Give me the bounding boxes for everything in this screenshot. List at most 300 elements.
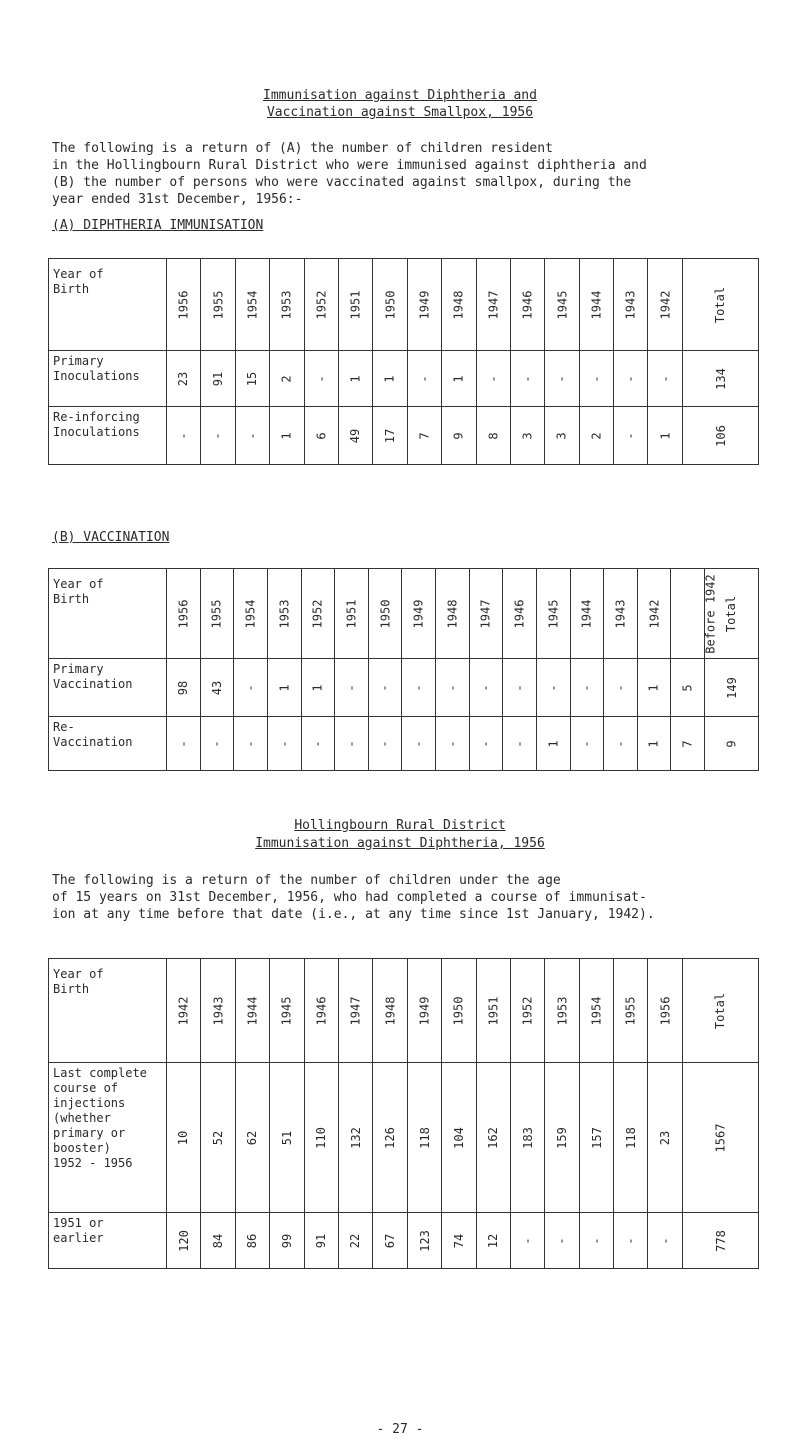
table-cell <box>402 659 436 717</box>
year-header-cell <box>338 959 372 1063</box>
year-header-cell <box>270 259 304 351</box>
year-header-cell <box>304 259 338 351</box>
cell-value: 5 <box>680 683 695 692</box>
year-header-cell <box>570 569 604 659</box>
table-cell <box>407 407 441 465</box>
table-cell <box>637 717 671 771</box>
table-cell <box>200 659 234 717</box>
cell-value: - <box>478 739 493 748</box>
table-cell <box>614 1213 648 1269</box>
table-cell <box>338 407 372 465</box>
year-header-cell <box>335 569 369 659</box>
table-cell <box>570 717 604 771</box>
intro2-paragraph <box>52 872 752 923</box>
cell-value: 62 <box>245 1130 260 1145</box>
year-header-cell <box>167 569 201 659</box>
cell-value: 120 <box>176 1229 191 1252</box>
table-cell <box>368 659 402 717</box>
year-header-cell <box>476 259 510 351</box>
year-of-birth-label <box>49 959 167 1063</box>
table-row <box>49 407 759 465</box>
intro-line: The following is a return of (A) the number of children resident <box>52 141 553 156</box>
page-subtitle: Vaccination against Smallpox, 1956 <box>266 105 534 120</box>
cell-value: 86 <box>245 1233 260 1248</box>
year-header: 1947 <box>348 996 363 1025</box>
year-header: 1955 <box>211 290 226 319</box>
table-cell <box>536 659 570 717</box>
table-cell <box>442 407 476 465</box>
year-header-cell <box>234 569 268 659</box>
year-header-cell <box>442 959 476 1063</box>
year-header-cell <box>614 959 648 1063</box>
cell-value: - <box>613 683 628 692</box>
table-cell <box>579 407 613 465</box>
cell-value: - <box>579 739 594 748</box>
cell-value: 6 <box>314 431 329 440</box>
cell-value: - <box>445 683 460 692</box>
year-header-cell <box>442 259 476 351</box>
cell-value: - <box>486 374 501 383</box>
table-cell <box>304 407 338 465</box>
year-header-cell <box>637 569 671 659</box>
cell-value: - <box>176 431 191 440</box>
table-cell <box>167 407 201 465</box>
cell-value: 91 <box>314 1233 329 1248</box>
year-header: 1952 <box>520 996 535 1025</box>
row-label-line: 1952 - 1956 <box>53 1156 133 1170</box>
cell-value: - <box>589 374 604 383</box>
header-row <box>49 259 759 351</box>
year-header: 1956 <box>176 599 191 628</box>
cell-value: - <box>378 739 393 748</box>
year-header-cell <box>267 569 301 659</box>
year-header-cell <box>671 569 719 659</box>
year-header: 1943 <box>211 996 226 1025</box>
table-cell <box>304 1213 338 1269</box>
table-cell <box>304 1063 338 1213</box>
vaccination-table <box>48 568 759 771</box>
intro-line: year ended 31st December, 1956:- <box>52 192 303 207</box>
intro2-line: of 15 years on 31st December, 1956, who had completed a course of immunisat- <box>52 890 647 905</box>
table-cell <box>167 1063 201 1213</box>
year-header-cell <box>167 259 201 351</box>
cell-value: 149 <box>724 676 739 699</box>
year-header: 1950 <box>451 996 466 1025</box>
cell-value: 49 <box>348 428 363 443</box>
cell-value: - <box>243 683 258 692</box>
year-header: 1952 <box>314 290 329 319</box>
year-header-cell <box>436 569 470 659</box>
year-header: 1950 <box>383 290 398 319</box>
year-header: 1946 <box>520 290 535 319</box>
table-cell <box>335 717 369 771</box>
year-header-cell <box>536 569 570 659</box>
table-row <box>49 351 759 407</box>
year-header-cell <box>545 959 579 1063</box>
cell-value: 23 <box>658 1130 673 1145</box>
cell-value: 67 <box>383 1233 398 1248</box>
year-header: 1954 <box>243 599 258 628</box>
year-header: 1943 <box>623 290 638 319</box>
year-header: 1952 <box>310 599 325 628</box>
table-cell <box>648 1063 682 1213</box>
cell-value: 51 <box>279 1130 294 1145</box>
year-header-cell <box>510 959 544 1063</box>
table-row <box>49 1213 759 1269</box>
page-number: - 27 - <box>376 1422 424 1437</box>
cell-value: - <box>546 683 561 692</box>
year-header: 1951 <box>348 290 363 319</box>
year-header-cell <box>407 259 441 351</box>
cell-value: 1 <box>383 374 398 383</box>
year-of-birth-label-line: Year of <box>53 577 104 591</box>
table-cell <box>579 1213 613 1269</box>
year-header: 1956 <box>176 290 191 319</box>
cell-value: - <box>344 739 359 748</box>
table-cell <box>436 659 470 717</box>
table-cell <box>373 407 407 465</box>
year-header: 1948 <box>445 599 460 628</box>
table-cell <box>536 717 570 771</box>
year-header-cell <box>476 959 510 1063</box>
year-header: 1944 <box>589 290 604 319</box>
row-label-line: booster) <box>53 1141 111 1155</box>
year-header: 1956 <box>658 996 673 1025</box>
cell-value: - <box>277 739 292 748</box>
cell-value: - <box>310 739 325 748</box>
year-header: 1944 <box>245 996 260 1025</box>
table-cell <box>368 717 402 771</box>
cell-value: 1 <box>647 739 662 748</box>
diphtheria-immunisation-table <box>48 258 759 465</box>
table-cell <box>545 1063 579 1213</box>
table-cell <box>442 1213 476 1269</box>
table-cell <box>338 351 372 407</box>
table-cell <box>604 659 638 717</box>
row-label-line: 1951 or <box>53 1216 104 1230</box>
cell-value: 104 <box>451 1126 466 1149</box>
cell-value: - <box>445 739 460 748</box>
cell-value: 43 <box>209 680 224 695</box>
cell-value: 1567 <box>713 1123 728 1152</box>
year-of-birth-label-line: Year of <box>53 967 104 981</box>
row-label-line: injections <box>53 1096 126 1110</box>
cell-value: - <box>520 1236 535 1245</box>
table-cell <box>436 717 470 771</box>
year-header: 1945 <box>546 599 561 628</box>
cell-value: 8 <box>486 431 501 440</box>
year-header-cell <box>682 259 758 351</box>
cell-value: - <box>589 1236 604 1245</box>
table-cell <box>167 1213 201 1269</box>
cell-value: 1 <box>348 374 363 383</box>
row-label-line: Re- <box>53 720 75 734</box>
year-header-cell <box>235 259 269 351</box>
cell-value: 134 <box>713 367 728 390</box>
cell-value: 159 <box>554 1126 569 1149</box>
cell-value: - <box>411 683 426 692</box>
cell-value: - <box>344 683 359 692</box>
cell-value: 12 <box>486 1233 501 1248</box>
cell-value: 98 <box>176 680 191 695</box>
cell-value: - <box>658 1236 673 1245</box>
year-header: 1955 <box>209 599 224 628</box>
year-of-birth-label-line: Birth <box>53 282 90 296</box>
cell-value: 123 <box>417 1229 432 1252</box>
row-label-line: Re-inforcing <box>53 410 140 424</box>
year-header: 1943 <box>613 599 628 628</box>
cell-value: - <box>520 374 535 383</box>
cell-value: - <box>554 374 569 383</box>
cell-value: 3 <box>520 431 535 440</box>
year-header-cell <box>545 259 579 351</box>
table-cell <box>235 351 269 407</box>
table-cell <box>503 659 537 717</box>
table-cell <box>476 1063 510 1213</box>
cell-value: 126 <box>383 1126 398 1149</box>
year-header: 1947 <box>478 599 493 628</box>
table-cell <box>373 1063 407 1213</box>
table-cell <box>267 717 301 771</box>
year-header: 1946 <box>512 599 527 628</box>
cell-value: 84 <box>211 1233 226 1248</box>
table-cell <box>442 1063 476 1213</box>
row-label-line: course of <box>53 1081 119 1095</box>
cell-value: 157 <box>589 1126 604 1149</box>
cell-value: 118 <box>623 1126 638 1149</box>
year-header-cell <box>373 959 407 1063</box>
year-header: 1946 <box>314 996 329 1025</box>
table-cell <box>235 1213 269 1269</box>
cell-value: - <box>411 739 426 748</box>
table-cell <box>579 351 613 407</box>
table-cell <box>442 351 476 407</box>
header-row <box>49 569 759 659</box>
year-header: 1949 <box>417 996 432 1025</box>
table-cell <box>671 717 705 771</box>
cell-value: - <box>579 683 594 692</box>
year-header: 1944 <box>579 599 594 628</box>
row-label <box>49 1063 167 1213</box>
table-cell <box>407 351 441 407</box>
table-cell <box>201 351 235 407</box>
year-header-cell <box>373 259 407 351</box>
year-header: Before 1942 <box>704 573 719 654</box>
year-header-cell <box>270 959 304 1063</box>
year-header: 1953 <box>554 996 569 1025</box>
cell-value: - <box>623 431 638 440</box>
table-cell <box>234 717 268 771</box>
cell-value: - <box>243 739 258 748</box>
cell-value: 1 <box>310 683 325 692</box>
table-cell <box>614 351 648 407</box>
cell-value: - <box>512 683 527 692</box>
row-label <box>49 717 167 771</box>
table-cell <box>201 1063 235 1213</box>
year-header-cell <box>201 959 235 1063</box>
year-of-birth-label-line: Birth <box>53 592 90 606</box>
cell-value: 132 <box>348 1126 363 1149</box>
year-header: 1947 <box>486 290 501 319</box>
section2-subtitle: Immunisation against Diphtheria, 1956 <box>255 836 545 851</box>
table-cell <box>510 351 544 407</box>
row-label <box>49 1213 167 1269</box>
table-cell <box>301 659 335 717</box>
row-label-line: Primary <box>53 354 104 368</box>
table-cell <box>476 351 510 407</box>
year-header-cell <box>167 959 201 1063</box>
row-label-line: Primary <box>53 662 104 676</box>
table-cell <box>267 659 301 717</box>
table-cell <box>614 1063 648 1213</box>
cell-value: 17 <box>383 428 398 443</box>
intro2-line: ion at any time before that date (i.e., at any time since 1st January, 1942). <box>52 907 655 922</box>
cell-value: 1 <box>279 431 294 440</box>
year-header-cell <box>368 569 402 659</box>
cell-value: - <box>478 683 493 692</box>
year-header: 1951 <box>344 599 359 628</box>
year-header: 1949 <box>417 290 432 319</box>
year-header: 1945 <box>279 996 294 1025</box>
table-row <box>49 717 759 771</box>
table-cell <box>510 1063 544 1213</box>
table-cell <box>671 659 705 717</box>
year-header-cell <box>682 959 758 1063</box>
table-cell <box>682 1213 758 1269</box>
cell-value: - <box>378 683 393 692</box>
row-label <box>49 659 167 717</box>
table-cell <box>648 407 682 465</box>
cell-value: 118 <box>417 1126 432 1149</box>
table-cell <box>682 407 758 465</box>
year-header: Total <box>724 595 739 632</box>
year-of-birth-label-line: Birth <box>53 982 90 996</box>
table-cell <box>235 1063 269 1213</box>
cell-value: 3 <box>554 431 569 440</box>
row-label <box>49 407 167 465</box>
section-b-heading: (B) VACCINATION <box>52 530 170 545</box>
table-cell <box>682 351 758 407</box>
year-header: 1954 <box>245 290 260 319</box>
table-cell <box>705 659 759 717</box>
table-cell <box>407 1063 441 1213</box>
table-cell <box>476 407 510 465</box>
year-header-cell <box>407 959 441 1063</box>
table-cell <box>373 351 407 407</box>
table-cell <box>373 1213 407 1269</box>
intro-line: (B) the number of persons who were vaccinated against smallpox, during the <box>52 175 632 190</box>
year-header: Total <box>713 992 728 1029</box>
table-cell <box>167 717 201 771</box>
table-cell <box>570 659 604 717</box>
year-header: Total <box>713 286 728 323</box>
row-label-line: earlier <box>53 1231 104 1245</box>
cell-value: 15 <box>245 371 260 386</box>
cell-value: 110 <box>314 1126 329 1149</box>
year-header: 1948 <box>383 996 398 1025</box>
cell-value: 1 <box>451 374 466 383</box>
year-header-cell <box>579 959 613 1063</box>
table-cell <box>402 717 436 771</box>
cell-value: 1 <box>546 739 561 748</box>
year-header-cell <box>614 259 648 351</box>
row-label-line: Inoculations <box>53 425 140 439</box>
intro-line: in the Hollingbourn Rural District who were immunised against diphtheria and <box>52 158 647 173</box>
cell-value: 1 <box>647 683 662 692</box>
table-cell <box>545 407 579 465</box>
cell-value: 10 <box>176 1130 191 1145</box>
table-cell <box>579 1063 613 1213</box>
year-header: 1948 <box>451 290 466 319</box>
year-header: 1955 <box>623 996 638 1025</box>
table-cell <box>604 717 638 771</box>
table-cell <box>338 1063 372 1213</box>
row-label <box>49 351 167 407</box>
cell-value: - <box>211 431 226 440</box>
cell-value: - <box>245 431 260 440</box>
row-label-line: (whether <box>53 1111 111 1125</box>
year-header: 1950 <box>378 599 393 628</box>
cell-value: 99 <box>279 1233 294 1248</box>
table-cell <box>304 351 338 407</box>
cell-value: - <box>658 374 673 383</box>
table-cell <box>705 717 759 771</box>
cell-value: - <box>176 739 191 748</box>
year-header: 1953 <box>277 599 292 628</box>
cell-value: 1 <box>658 431 673 440</box>
year-header: 1954 <box>589 996 604 1025</box>
year-header-cell <box>503 569 537 659</box>
cell-value: 23 <box>176 371 191 386</box>
table-cell <box>167 659 201 717</box>
table-cell <box>614 407 648 465</box>
row-label-line: Last complete <box>53 1066 147 1080</box>
table-cell <box>270 407 304 465</box>
intro2-line: The following is a return of the number of children under the age <box>52 873 561 888</box>
year-header-cell <box>469 569 503 659</box>
row-label-line: Vaccination <box>53 677 133 691</box>
cell-value: 162 <box>486 1126 501 1149</box>
cell-value: 778 <box>713 1229 728 1252</box>
year-of-birth-label-line: Year of <box>53 267 104 281</box>
cell-value: - <box>512 739 527 748</box>
table-cell <box>270 1063 304 1213</box>
intro-paragraph <box>52 140 752 208</box>
table-cell <box>476 1213 510 1269</box>
header-row <box>49 959 759 1063</box>
cell-value: 91 <box>211 371 226 386</box>
table-row <box>49 1063 759 1213</box>
year-header-cell <box>510 259 544 351</box>
cell-value: 74 <box>451 1233 466 1248</box>
table-cell <box>648 351 682 407</box>
year-header: 1942 <box>658 290 673 319</box>
table-cell <box>270 351 304 407</box>
year-header: 1949 <box>411 599 426 628</box>
table-cell <box>270 1213 304 1269</box>
table-cell <box>469 659 503 717</box>
year-header: 1942 <box>176 996 191 1025</box>
row-label-line: Inoculations <box>53 369 140 383</box>
table-cell <box>545 1213 579 1269</box>
year-header: 1951 <box>486 996 501 1025</box>
table-cell <box>338 1213 372 1269</box>
year-header-cell <box>200 569 234 659</box>
cell-value: - <box>209 739 224 748</box>
table-cell <box>407 1213 441 1269</box>
cell-value: 2 <box>279 374 294 383</box>
row-label-line: primary or <box>53 1126 126 1140</box>
